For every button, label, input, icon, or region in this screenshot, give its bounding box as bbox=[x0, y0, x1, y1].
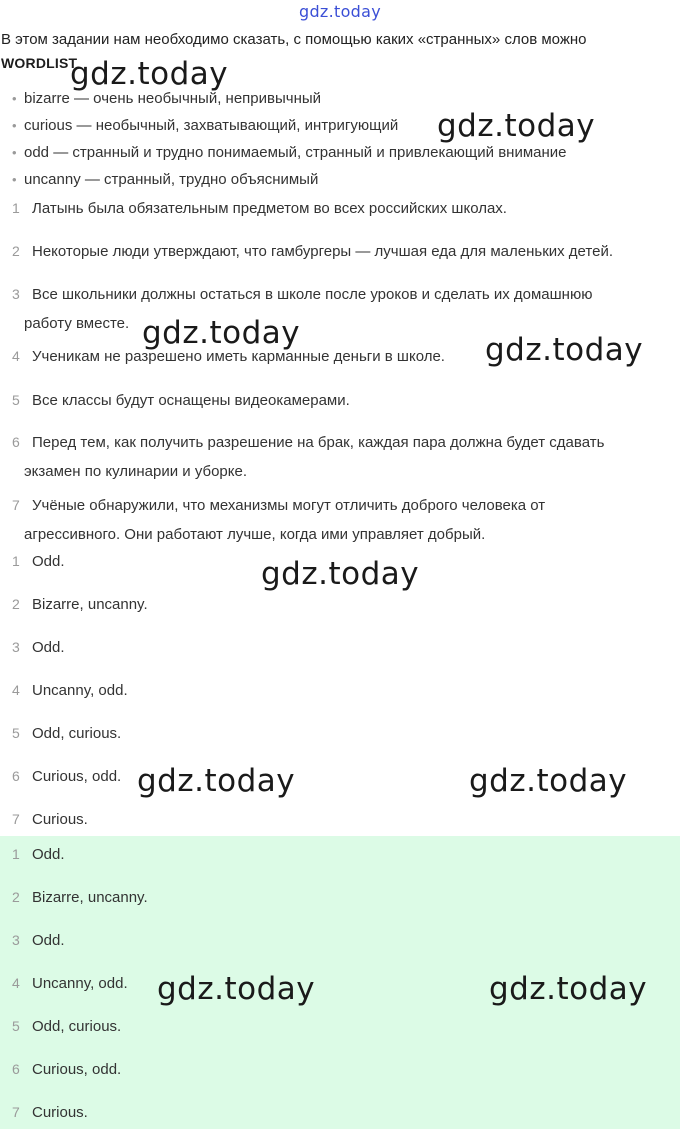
item-number: 2 bbox=[12, 889, 20, 905]
sentence-item bbox=[12, 434, 604, 451]
item-number: 5 bbox=[12, 725, 20, 741]
answer-text: Uncanny, odd. bbox=[32, 682, 128, 699]
watermark: gdz.today bbox=[142, 315, 301, 351]
item-number: 6 bbox=[12, 1061, 20, 1077]
wordlist-title: WORDLIST bbox=[1, 55, 78, 71]
sentence-text: Учёные обнаружили, что механизмы могут отличить доброго человека от bbox=[32, 497, 546, 514]
sentence-continuation: экзамен по кулинарии и уборке. bbox=[24, 463, 248, 480]
answer-text: Odd. bbox=[32, 639, 65, 656]
watermark: gdz.today bbox=[70, 56, 229, 92]
wordlist-item-text: odd — странный и трудно понимаемый, странный и привлекающий внимание bbox=[24, 144, 567, 161]
answer-text: Uncanny, odd. bbox=[32, 975, 128, 992]
item-number: 1 bbox=[12, 846, 20, 862]
bullet-icon: • bbox=[12, 145, 17, 160]
answer-text: Curious, odd. bbox=[32, 768, 122, 785]
bullet-icon: • bbox=[12, 91, 17, 106]
watermark: gdz.today bbox=[157, 971, 316, 1007]
watermark: gdz.today bbox=[485, 332, 644, 368]
answer-item bbox=[12, 811, 88, 828]
item-number: 4 bbox=[12, 975, 20, 991]
answer-text: Curious. bbox=[32, 1104, 88, 1121]
answer-item bbox=[12, 682, 128, 699]
answer-item bbox=[12, 639, 65, 656]
answer-text: Bizarre, uncanny. bbox=[32, 596, 148, 613]
sentence-item bbox=[12, 392, 350, 409]
sentence-text: Ученикам не разрешено иметь карманные деньги в школе. bbox=[32, 348, 445, 365]
watermark: gdz.today bbox=[469, 763, 628, 799]
item-number: 1 bbox=[12, 553, 20, 569]
wordlist-item bbox=[12, 144, 566, 171]
wordlist-item-text: uncanny — странный, трудно объяснимый bbox=[24, 171, 319, 188]
sentence-text: Некоторые люди утверждают, что гамбургеры — лучшая еда для маленьких детей. bbox=[32, 243, 613, 260]
wordlist-item bbox=[12, 171, 566, 198]
item-number: 3 bbox=[12, 932, 20, 948]
sentence-item bbox=[12, 497, 545, 514]
bullet-icon: • bbox=[12, 172, 17, 187]
answer-text: Curious, odd. bbox=[32, 1061, 122, 1078]
answer-item bbox=[12, 1061, 121, 1078]
answer-item bbox=[12, 768, 121, 785]
item-number: 7 bbox=[12, 1104, 20, 1120]
item-number: 7 bbox=[12, 811, 20, 827]
watermark: gdz.today bbox=[261, 556, 420, 592]
item-number: 4 bbox=[12, 682, 20, 698]
watermark: gdz.today bbox=[489, 971, 648, 1007]
item-number: 6 bbox=[12, 434, 20, 450]
sentence-continuation: агрессивного. Они работают лучше, когда ими управляет добрый. bbox=[24, 526, 486, 543]
wordlist bbox=[12, 90, 566, 198]
sentence-item bbox=[12, 243, 613, 260]
answer-text: Odd, curious. bbox=[32, 1018, 122, 1035]
sentence-text: Перед тем, как получить разрешение на брак, каждая пара должна будет сдавать bbox=[32, 434, 605, 451]
sentence-item bbox=[12, 200, 507, 217]
answer-item bbox=[12, 596, 148, 613]
answer-item bbox=[12, 1018, 121, 1035]
answer-item bbox=[12, 1104, 88, 1121]
wordlist-item-text: curious — необычный, захватывающий, интригующий bbox=[24, 117, 399, 134]
item-number: 6 bbox=[12, 768, 20, 784]
sentence-item bbox=[12, 286, 592, 303]
answer-item bbox=[12, 846, 65, 863]
answer-item bbox=[12, 889, 148, 906]
watermark: gdz.today bbox=[137, 763, 296, 799]
answer-text: Bizarre, uncanny. bbox=[32, 889, 148, 906]
item-number: 1 bbox=[12, 200, 20, 216]
answer-item bbox=[12, 725, 121, 742]
answer-text: Curious. bbox=[32, 811, 88, 828]
answer-item bbox=[12, 975, 128, 992]
sentence-continuation: работу вместе. bbox=[24, 315, 130, 332]
bullet-icon: • bbox=[12, 118, 17, 133]
item-number: 2 bbox=[12, 596, 20, 612]
answer-text: Odd, curious. bbox=[32, 725, 122, 742]
item-number: 3 bbox=[12, 639, 20, 655]
sentence-text: Латынь была обязательным предметом во всех российских школах. bbox=[32, 200, 507, 217]
item-number: 3 bbox=[12, 286, 20, 302]
item-number: 2 bbox=[12, 243, 20, 259]
answer-text: Odd. bbox=[32, 553, 65, 570]
sentence-text: Все школьники должны остаться в школе после уроков и сделать их домашнюю bbox=[32, 286, 593, 303]
answer-item bbox=[12, 932, 65, 949]
watermark: gdz.today bbox=[437, 108, 596, 144]
sentence-text: Все классы будут оснащены видеокамерами. bbox=[32, 392, 350, 409]
answer-text: Odd. bbox=[32, 932, 65, 949]
item-number: 4 bbox=[12, 348, 20, 364]
wordlist-item-text: bizarre — очень необычный, непривычный bbox=[24, 90, 322, 107]
item-number: 5 bbox=[12, 1018, 20, 1034]
answer-item bbox=[12, 553, 65, 570]
item-number: 5 bbox=[12, 392, 20, 408]
site-watermark-header: gdz.today bbox=[299, 2, 381, 21]
task-intro: В этом задании нам необходимо сказать, с помощью каких «странных» слов можно bbox=[1, 31, 587, 48]
item-number: 7 bbox=[12, 497, 20, 513]
answer-text: Odd. bbox=[32, 846, 65, 863]
